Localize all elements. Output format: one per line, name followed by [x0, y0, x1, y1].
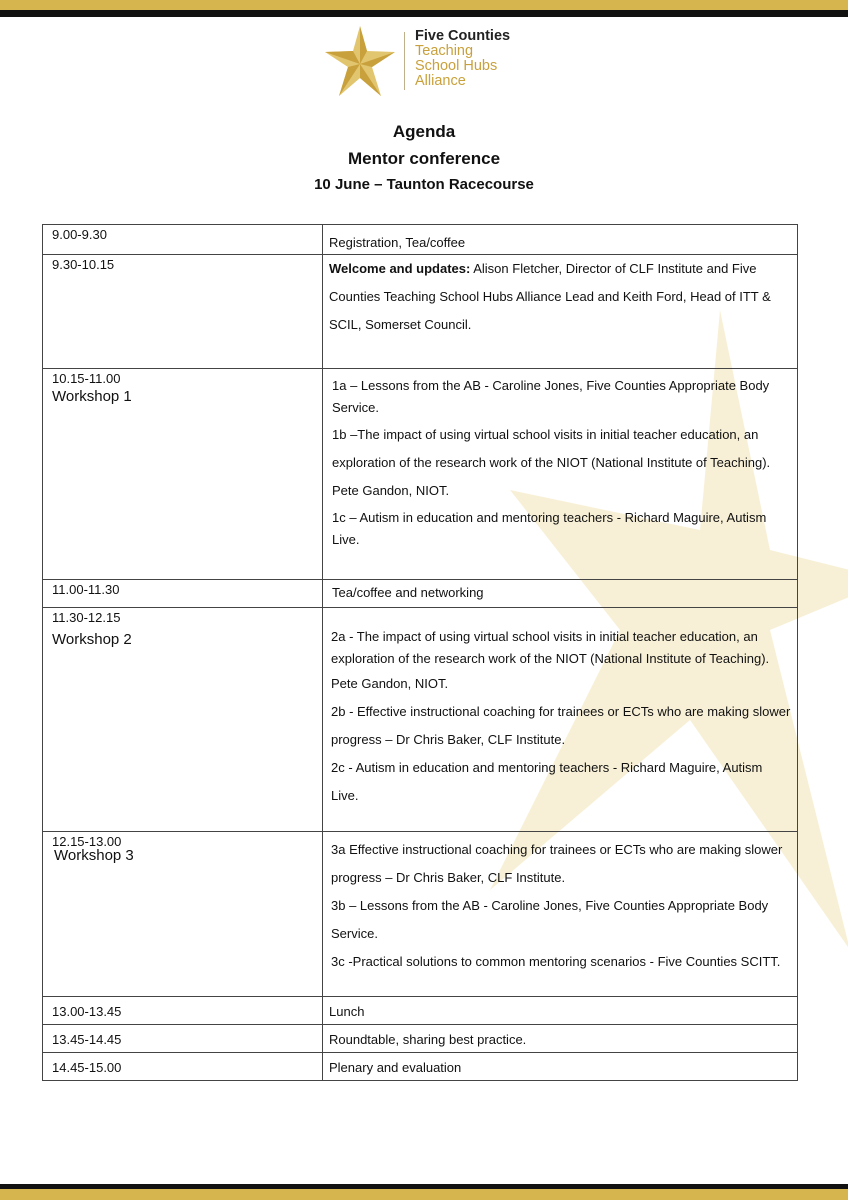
time-cell	[43, 1025, 323, 1053]
top-border-band	[0, 0, 848, 18]
time-text: 11.00-11.30	[52, 582, 120, 597]
logo-divider	[404, 32, 405, 90]
activity-cell	[323, 255, 798, 369]
table-row	[43, 1053, 798, 1081]
date-location: 10 June – Taunton Racecourse	[314, 176, 534, 193]
bottom-gold-stripe	[0, 1189, 848, 1200]
time-cell	[43, 1053, 323, 1081]
logo	[322, 24, 532, 98]
logo-text	[415, 29, 510, 89]
agenda-table	[42, 224, 798, 1081]
header	[0, 120, 848, 196]
top-gold-stripe	[0, 0, 848, 10]
table-row	[43, 1025, 798, 1053]
session-item: 3b – Lessons from the AB - Caroline Jones, Five Counties Appropriate Body Service.	[331, 898, 769, 941]
activity-text: Roundtable, sharing best practice.	[329, 1032, 527, 1047]
activity-cell	[323, 1025, 798, 1053]
logo-line-3: School Hubs	[415, 58, 498, 74]
table-row	[43, 580, 798, 608]
time-cell	[43, 608, 323, 832]
table-row	[43, 997, 798, 1025]
time-text: 13.45-14.45	[52, 1032, 122, 1047]
session-item: Pete Gandon, NIOT.	[332, 483, 450, 498]
session-item: 2a - The impact of using virtual school visits in initial teacher education, an exploration of the research work of the NIOT (National Institute of Teaching).	[331, 629, 770, 666]
session-item: 1b –The impact of using virtual school visits in initial teacher education, an exploration of the research work of the NIOT (National Institute of Teaching).	[332, 427, 771, 470]
time-cell	[43, 832, 323, 997]
activity-cell	[323, 369, 798, 580]
activity-cell	[323, 1053, 798, 1081]
table-row	[43, 369, 798, 580]
time-text: 10.15-11.00	[52, 371, 121, 386]
page-subtitle: Mentor conference	[347, 149, 501, 168]
logo-line-1: Five Counties	[415, 28, 511, 44]
time-cell	[43, 997, 323, 1025]
activity-text: Alison Fletcher, Director of CLF Institute and Five Counties Teaching School Hubs Alliance Lead and Keith Ford, Head of ITT & SCIL, Somerset Council.	[329, 261, 771, 332]
page-title: Agenda	[392, 122, 456, 141]
activity-bold: Welcome and updates:	[329, 261, 471, 276]
star-logo-icon	[322, 24, 398, 98]
time-cell	[43, 255, 323, 369]
session-item: 1a – Lessons from the AB - Caroline Jones, Five Counties Appropriate Body Service.	[332, 378, 770, 415]
activity-cell	[323, 580, 798, 608]
table-row	[43, 225, 798, 255]
time-cell	[43, 369, 323, 580]
activity-text: Plenary and evaluation	[329, 1060, 462, 1075]
time-text: 12.15-13.00	[52, 834, 122, 849]
time-text: 11.30-12.15	[52, 610, 121, 625]
session-item: 1c – Autism in education and mentoring teachers - Richard Maguire, Autism Live.	[332, 510, 767, 547]
table-row	[43, 832, 798, 997]
time-text: 9.00-9.30	[52, 227, 107, 242]
session-item: 2c - Autism in education and mentoring teachers - Richard Maguire, Autism Live.	[331, 760, 763, 803]
logo-line-4: Alliance	[415, 73, 466, 89]
top-black-stripe	[0, 10, 848, 17]
bottom-border-band	[0, 1184, 848, 1200]
session-item: 3c -Practical solutions to common mentoring scenarios - Five Counties SCITT.	[331, 954, 781, 969]
time-text: 9.30-10.15	[52, 257, 115, 272]
logo-line-2: Teaching	[415, 43, 474, 59]
workshop-label: Workshop 3	[54, 847, 134, 864]
activity-text: Lunch	[329, 1004, 365, 1019]
table-row	[43, 608, 798, 832]
activity-text: Registration, Tea/coffee	[329, 235, 466, 250]
session-item: 2b - Effective instructional coaching for trainees or ECTs who are making slower progress – Dr Chris Baker, CLF Institute.	[331, 704, 791, 747]
table-row	[43, 255, 798, 369]
activity-cell	[323, 608, 798, 832]
session-item: 3a Effective instructional coaching for trainees or ECTs who are making slower progress – Dr Chris Baker, CLF Institute.	[331, 842, 783, 885]
workshop-label: Workshop 1	[52, 388, 132, 405]
session-item: Pete Gandon, NIOT.	[331, 676, 449, 691]
workshop-label: Workshop 2	[52, 631, 132, 648]
activity-cell	[323, 997, 798, 1025]
time-cell	[43, 225, 323, 255]
activity-text: Tea/coffee and networking	[332, 585, 484, 600]
time-cell	[43, 580, 323, 608]
activity-cell	[323, 225, 798, 255]
time-text: 13.00-13.45	[52, 1004, 122, 1019]
activity-cell	[323, 832, 798, 997]
time-text: 14.45-15.00	[52, 1060, 122, 1075]
